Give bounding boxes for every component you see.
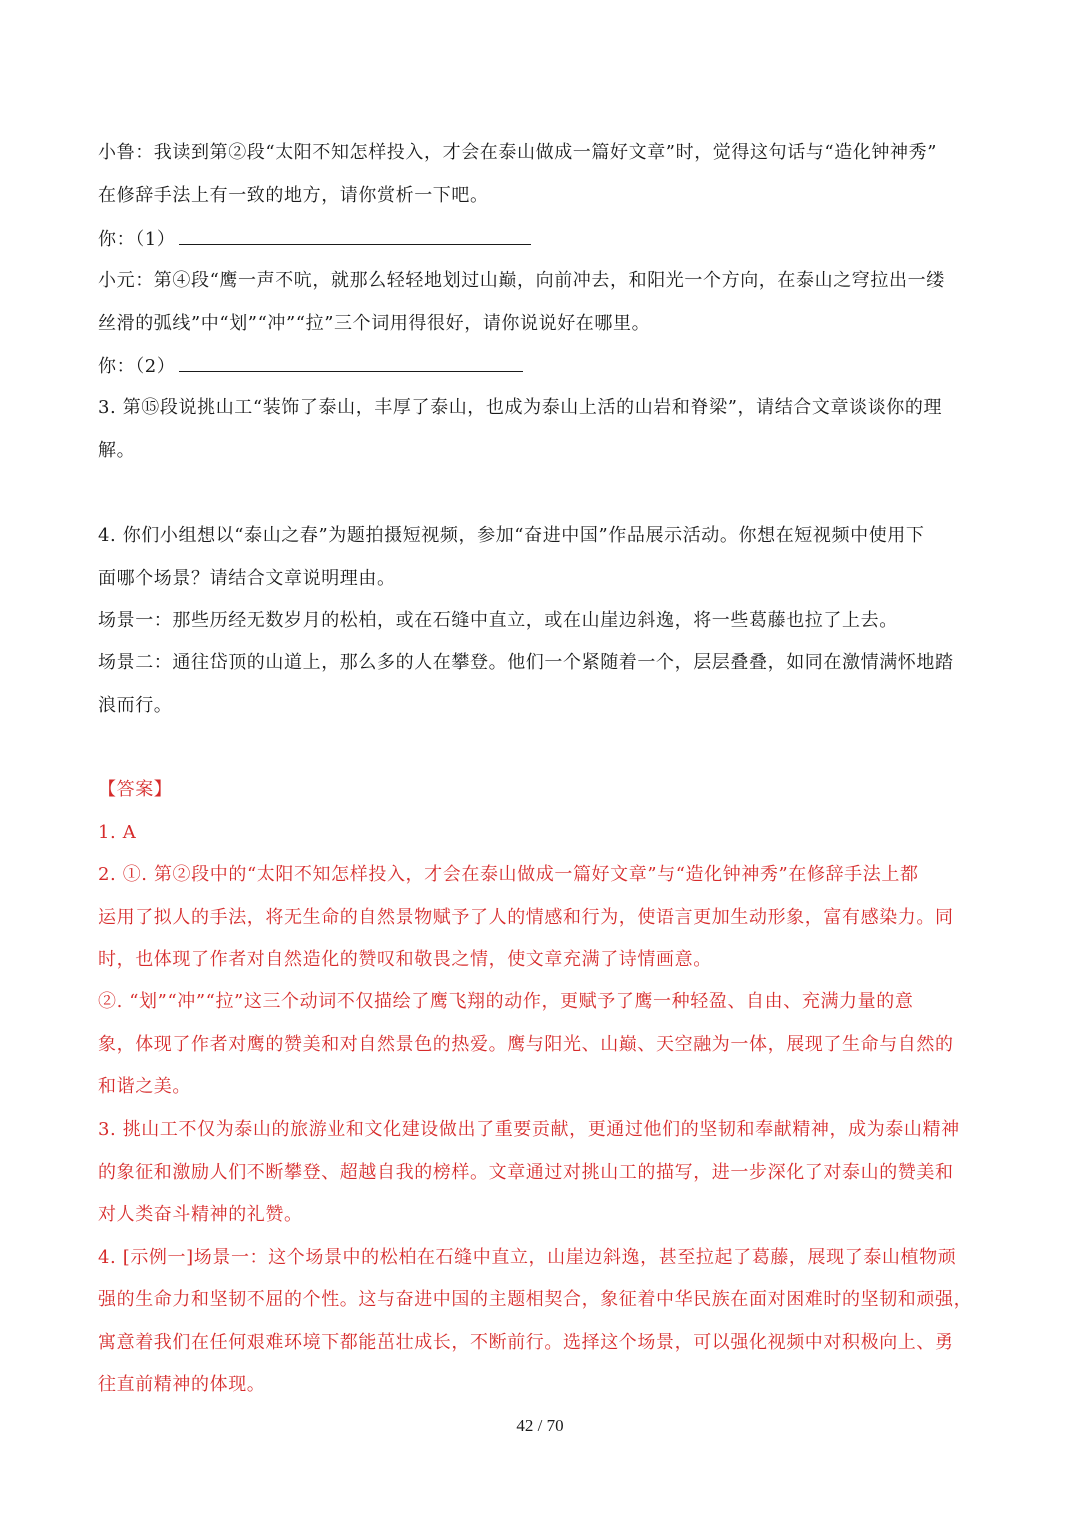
answer-blank-2[interactable] bbox=[179, 354, 523, 372]
question-4-line-2: 面哪个场景？请结合文章说明理由。 bbox=[98, 568, 396, 589]
answer-blank-row-2 bbox=[98, 354, 998, 379]
answer-1: 1. A bbox=[98, 822, 137, 843]
question-xiaolu-line-1: 小鲁：我读到第②段“太阳不知怎样投入，才会在泰山做成一篇好文章”时，觉得这句话与“造化钟神秀” bbox=[98, 142, 938, 163]
answer-blank-row-1 bbox=[98, 227, 998, 252]
answer-3-line-3: 对人类奋斗精神的礼赞。 bbox=[98, 1204, 303, 1225]
answer-2b-line-2: 象，体现了作者对鹰的赞美和对自然景色的热爱。鹰与阳光、山巅、天空融为一体，展现了生命与自然的 bbox=[98, 1034, 954, 1055]
answer-3-line-1: 3. 挑山工不仅为泰山的旅游业和文化建设做出了重要贡献，更通过他们的坚韧和奉献精神，成为泰山精神 bbox=[98, 1119, 960, 1140]
answer-4-line-4: 往直前精神的体现。 bbox=[98, 1374, 266, 1395]
question-xiaolu-line-2: 在修辞手法上有一致的地方，请你赏析一下吧。 bbox=[98, 185, 489, 206]
answer-heading: 【答案】 bbox=[98, 779, 173, 800]
question-4-line-1: 4. 你们小组想以“泰山之春”为题拍摄短视频，参加“奋进中国”作品展示活动。你想在短视频中使用下 bbox=[98, 525, 925, 546]
answer-blank-label-2: 你：（2） bbox=[98, 356, 176, 377]
page-number: 42 / 70 bbox=[516, 1416, 564, 1435]
answer-2-line-3: 时，也体现了作者对自然造化的赞叹和敬畏之情，使文章充满了诗情画意。 bbox=[98, 949, 712, 970]
answer-2b-line-1: ②. “划”“冲”“拉”这三个动词不仅描绘了鹰飞翔的动作，更赋予了鹰一种轻盈、自由、充满力量的意 bbox=[98, 991, 914, 1012]
scene-2-line-1: 场景二：通往岱顶的山道上，那么多的人在攀登。他们一个紧随着一个，层层叠叠，如同在激情满怀地踏 bbox=[98, 652, 954, 673]
answer-4-line-3: 寓意着我们在任何艰难环境下都能茁壮成长，不断前行。选择这个场景，可以强化视频中对积极向上、勇 bbox=[98, 1332, 954, 1353]
answer-2b-line-3: 和谐之美。 bbox=[98, 1076, 191, 1097]
answer-blank-1[interactable] bbox=[179, 227, 531, 245]
question-xiaoyuan-line-1: 小元：第④段“鹰一声不吭，就那么轻轻地划过山巅，向前冲去，和阳光一个方向，在泰山之穹拉出一缕 bbox=[98, 270, 945, 291]
scene-1: 场景一：那些历经无数岁月的松柏，或在石缝中直立，或在山崖边斜逸，将一些葛藤也拉了上去。 bbox=[98, 610, 898, 631]
answer-4-line-1: 4. [示例一]场景一：这个场景中的松柏在石缝中直立，山崖边斜逸，甚至拉起了葛藤，展现了泰山植物顽 bbox=[98, 1247, 957, 1268]
answer-3-line-2: 的象征和激励人们不断攀登、超越自我的榜样。文章通过对挑山工的描写，进一步深化了对泰山的赞美和 bbox=[98, 1162, 954, 1183]
scene-2-line-2: 浪而行。 bbox=[98, 695, 173, 716]
answer-2-line-1: 2. ①. 第②段中的“太阳不知怎样投入，才会在泰山做成一篇好文章”与“造化钟神秀”在修辞手法上都 bbox=[98, 864, 919, 885]
answer-blank-label-1: 你：（1） bbox=[98, 229, 176, 250]
question-xiaoyuan-line-2: 丝滑的弧线”中“划”“冲”“拉”三个词用得很好，请你说说好在哪里。 bbox=[98, 313, 651, 334]
question-3-line-2: 解。 bbox=[98, 440, 136, 461]
answer-2-line-2: 运用了拟人的手法，将无生命的自然景物赋予了人的情感和行为，使语言更加生动形象，富有感染力。同 bbox=[98, 907, 954, 928]
answer-4-line-2: 强的生命力和坚韧不屈的个性。这与奋进中国的主题相契合，象征着中华民族在面对困难时的坚韧和顽强， bbox=[98, 1289, 973, 1310]
question-3-line-1: 3. 第⑮段说挑山工“装饰了泰山，丰厚了泰山，也成为泰山上活的山岩和脊梁”，请结合文章谈谈你的理 bbox=[98, 397, 943, 418]
